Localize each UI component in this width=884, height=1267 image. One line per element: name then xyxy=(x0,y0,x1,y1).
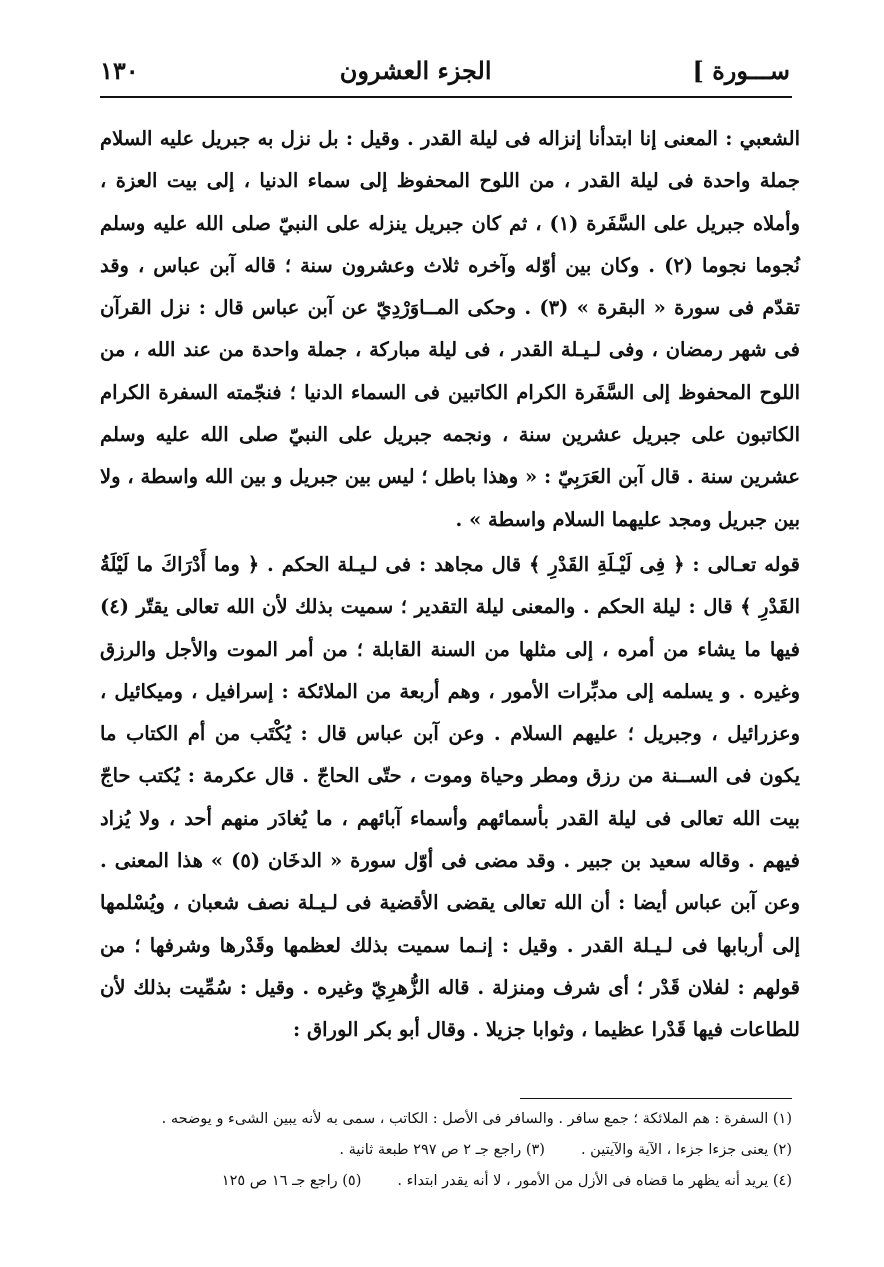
page-number: ١٣٠ xyxy=(100,55,139,85)
paragraph: الشعبي : المعنى إنا ابتدأنا إنزاله فى ليلة القدر . وقيل : بل نزل به جبريل عليه السلام جملة واحدة فى ليلة القدر ، من اللوح المحفوظ إلى سماء الدنيا ، إلى بيت العزة ، وأملاه جبريل على السَّفَرة (١) ، ثم كان جبريل ينزله على النبيّ صلى الله عليه وسلم نُجوما نجوما (٢) . وكان بين أوّله وآخره ثلاث وعشرون سنة ؛ قاله آبن عباس ، وقد تقدّم فى سورة « البقرة » (٣) . وحكى المــاوَرْدِيّ عن آبن عباس قال : نزل القرآن فى شهر رمضان ، وفى لـيـلة القدر ، فى ليلة مباركة ، جملة واحدة من عند الله ، من اللوح المحفوظ إلى السَّفَرة الكرام الكاتبين فى السماء الدنيا ؛ فنجّمته السفرة الكرام الكاتبون على جبريل عشرين سنة ، ونجمه جبريل على النبيّ صلى الله عليه وسلم عشرين سنة . قال آبن العَرَبِيّ : « وهذا باطل ؛ ليس بين جبريل و بين الله واسطة ، ولا بين جبريل ومجد عليهما السلام واسطة » . xyxy=(100,127,800,531)
header-rule xyxy=(100,96,792,98)
surah-label: [ ســـورة xyxy=(692,55,790,85)
footnote: (٢) يعنى جزءا جزءا ، الآية والآيتين . xyxy=(580,1142,792,1158)
footnote: (٥) راجع جـ ١٦ ص ١٢٥ xyxy=(221,1173,362,1189)
footnote-row xyxy=(100,1166,792,1197)
main-text xyxy=(100,118,800,1052)
footnote: (٤) يريد أنه يظهر ما قضاه فى الأزل من الأمور ، لا أنه يقدر ابتداء . xyxy=(397,1173,792,1189)
part-title: الجزء العشرون xyxy=(339,55,492,85)
footnote: (١) السفرة : هم الملائكة ؛ جمع سافر . والسافر فى الأصل : الكاتب ، سمى به لأنه يبين الشىء و يوضحه . xyxy=(161,1111,792,1127)
footnotes xyxy=(100,1104,792,1197)
footnote-row xyxy=(100,1135,792,1166)
footnote: (٣) راجع جـ ٢ ص ٢٩٧ طبعة ثانية . xyxy=(339,1142,545,1158)
footnote-rule xyxy=(520,1098,792,1099)
paragraph: قوله تعـالى : ﴿ فِى لَيْـلَةِ القَدْرِ ﴾ قال مجاهد : فى لـيـلة الحكم . ﴿ وما أَدْرَاكَ ما لَيْلَةُ القَدْرِ ﴾ قال : ليلة الحكم . والمعنى ليلة التقدير ؛ سميت بذلك لأن الله تعالى يقتّر (٤) فيها ما يشاء من أمره ، إلى مثلها من السنة القابلة ؛ من أمر الموت والأجل والرزق وغيره . و يسلمه إلى مدبِّرات الأمور ، وهم أربعة من الملائكة : إسرافيل ، وميكائيل ، وعزرائيل ، وجبريل ؛ عليهم السلام . وعن آبن عباس قال : يُكْتَب من أم الكتاب ما يكون فى الســنة من رزق ومطر وحياة وموت ، حتّى الحاجّ . قال عكرمة : يُكتب حاجّ بيت الله تعالى فى ليلة القدر بأسمائهم وأسماء آبائهم ، ما يُغادَر منهم أحد ، ولا يُزاد فيهم . وقاله سعيد بن جبير . وقد مضى فى أوّل سورة « الدخَان (٥) » هذا المعنى . وعن آبن عباس أيضا : أن الله تعالى يقضى الأقضية فى لـيـلة نصف شعبان ، ويُسْلمها إلى أربابها فى لـيـلة القدر . وقيل : إنـما سميت بذلك لعظمها وقَدْرها وشرفها ؛ من قولهم : لفلان قَدْر ؛ أى شرف ومنزلة . قاله الزُّهرِيّ وغيره . وقيل : سُمِّيت بذلك لأن للطاعات فيها قَدْرا عظيما ، وثوابا جزيلا . وقال أبو بكر الوراق : xyxy=(100,552,800,1042)
running-header xyxy=(100,50,790,90)
